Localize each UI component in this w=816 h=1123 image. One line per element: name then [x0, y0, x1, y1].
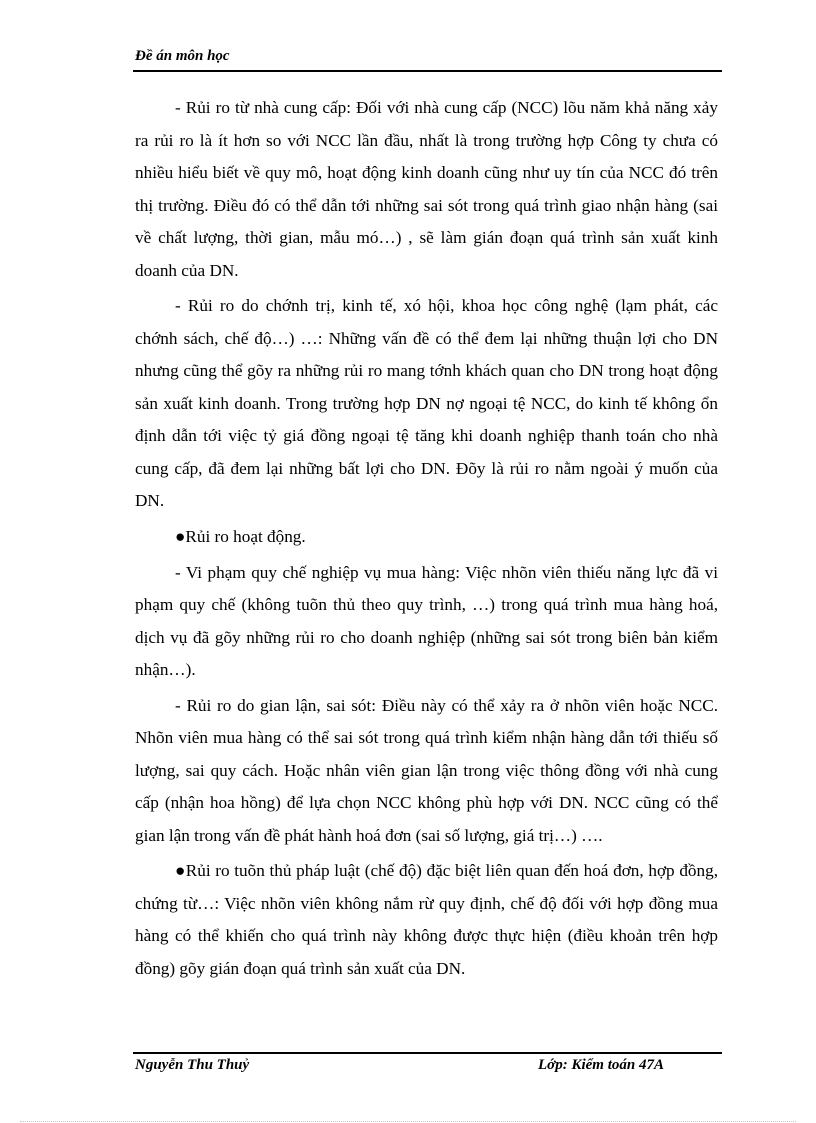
paragraph-supplier-risk: - Rủi ro từ nhà cung cấp: Đối với nhà cung cấp (NCC) lõu năm khả năng xảy ra rủi ro là ít hơn so với NCC lần đầu, nhất là trong trường hợp Công ty chưa có nhiều hiểu biết về quy mô, hoạt động kinh doanh cũng như uy tín của NCC đó trên thị trường. Điều đó có thể dẫn tới những sai sót trong quá trình giao nhận hàng (sai về chất lượng, thời gian, mẫu mó…) , sẽ làm gián đoạn quá trình sản xuất kinh doanh của DN.	[135, 98, 718, 280]
paragraph-operational-risk-heading: ●Rủi ro hoạt động.	[175, 526, 306, 546]
footer-author: Nguyễn Thu Thuỷ	[135, 1057, 250, 1073]
paragraph-compliance-risk: ●Rủi ro tuõn thủ pháp luật (chế độ) đặc biệt liên quan đến hoá đơn, hợp đồng, chứng từ…: Việc nhõn viên không nắm rừ quy định, chế độ đối với hợp đồng mua hàng có thể khiến cho quá trình này không được thực hiện (điều khoản trên hợp đồng) gõy gián đoạn quá trình sản xuất của DN.	[135, 861, 718, 978]
paragraph-macro-risk: - Rủi ro do chớnh trị, kinh tế, xó hội, khoa học công nghệ (lạm phát, các chớnh sách, chế độ…) …: Những vấn đề có thể đem lại những thuận lợi cho DN nhưng cũng thể gõy ra những rủi ro mang tớnh khách quan cho DN trong hoạt động sản xuất kinh doanh. Trong trường hợp DN nợ ngoại tệ NCC, do kinh tế không ổn định dẫn tới việc tỷ giá đồng ngoại tệ tăng khi doanh nghiệp thanh toán cho nhà cung cấp, đã đem lại những bất lợi cho DN. Đõy là rủi ro nằm ngoài ý muốn của DN.	[135, 296, 718, 511]
paragraph-procedure-violation: - Vi phạm quy chế nghiệp vụ mua hàng: Việc nhõn viên thiếu năng lực đã vi phạm quy chế (không tuõn thủ theo quy trình, …) trong quá trình mua hàng hoá, dịch vụ đã gõy những rủi ro cho doanh nghiệp (những sai sót trong biên bản kiểm nhận…).	[135, 562, 718, 680]
page-header-title: Đề án môn học	[135, 48, 230, 64]
document-body	[135, 92, 718, 985]
header-rule	[133, 70, 722, 72]
footer-class-label: Lớp: Kiểm toán 47A	[538, 1057, 664, 1073]
footer-rule	[133, 1052, 722, 1054]
page-bottom-edge	[20, 1121, 796, 1122]
paragraph-fraud-risk: - Rủi ro do gian lận, sai sót: Điều này có thể xảy ra ở nhõn viên hoặc NCC. Nhõn viên mua hàng có thể sai sót trong quá trình kiểm nhận hàng dẫn tới thiếu số lượng, sai quy cách. Hoặc nhân viên gian lận trong việc thông đồng với nhà cung cấp (nhận hoa hồng) để lựa chọn NCC không phù hợp với DN. NCC cũng có thể gian lận trong vấn đề phát hành hoá đơn (sai số lượng, giá trị…) ….	[135, 695, 718, 845]
